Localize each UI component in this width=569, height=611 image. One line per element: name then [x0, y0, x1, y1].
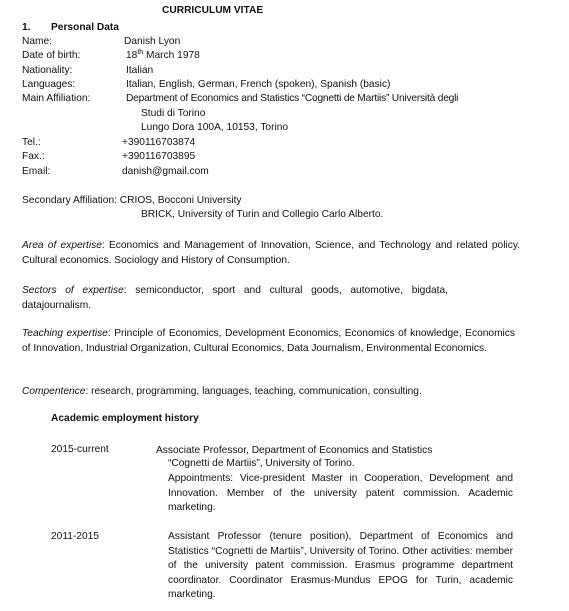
languages-value: Italian, English, German, French (spoken), Spanish (basic) — [126, 79, 391, 90]
teaching-expertise — [22, 327, 515, 356]
main-affiliation-line2: Studi di Torino — [141, 108, 206, 119]
fax-label: Fax.: — [22, 151, 45, 162]
sectors-of-expertise-text: : semiconductor, sport and cultural goods, automotive, bigdata, datajournalism. — [22, 285, 449, 311]
employment-period-2: 2011-2015 — [51, 531, 99, 542]
employment-line-1b: “Cognetti de Martiis”, University of Torino. — [168, 458, 355, 469]
nationality-label: Nationality: — [22, 65, 73, 76]
main-affiliation-line1: Department of Economics and Statistics “Cognetti de Martiis” Università degli — [126, 93, 459, 104]
dob-suffix: th — [137, 49, 144, 56]
personal-data-heading: Personal Data — [51, 22, 119, 33]
competence-label: Compentence — [22, 386, 86, 397]
teaching-expertise-label: Teaching expertise — [22, 328, 108, 339]
employment-rest-1: Appointments: Vice-president Master in Cooperation, Development and Innovation. Member of the university patent commission. Academic marketing. — [168, 473, 513, 513]
fax-value: +390116703895 — [122, 151, 196, 162]
nationality-value: Italian — [126, 65, 154, 76]
employment-text-2: Assistant Professor (tenure position), Department of Economics and Statistics “Cognetti de Martiis”, University of Torino. Other activities: member of the university patent commission. Erasmus programme department coordinator. Coordinator Erasmus-Mundus EPOG for Turin, academic marketing. — [168, 531, 513, 600]
name-value: Danish Lyon — [124, 36, 181, 47]
dob-day: 18 — [126, 50, 138, 61]
dob-value — [126, 50, 200, 62]
main-affiliation-line3: Lungo Dora 100A, 10153, Torino — [141, 122, 289, 133]
section-number: 1. — [22, 22, 31, 33]
email-label: Email: — [22, 166, 51, 177]
area-of-expertise-text: : Economics and Management of Innovation, Science, and Technology and related policy. Cultural economics. Sociology and History of Consumption. — [22, 240, 520, 266]
teaching-expertise-text: : Principle of Economics, Development Economics, Economics of knowledge, Economics of Innovation, Industrial Organization, Cultural Economics, Data Journalism, Environmental Economics. — [22, 328, 515, 354]
competence — [22, 386, 422, 398]
area-of-expertise-label: Area of expertise — [22, 240, 102, 251]
tel-label: Tel.: — [22, 137, 41, 148]
sectors-of-expertise — [22, 284, 448, 313]
main-affiliation-label: Main Affiliation: — [22, 93, 91, 104]
employment-heading: Academic employment history — [51, 413, 199, 424]
email-value[interactable]: danish@gmail.com — [122, 166, 209, 177]
tel-value: +390116703874 — [122, 137, 196, 148]
employment-period-1: 2015-current — [51, 444, 109, 455]
languages-label: Languages: — [22, 79, 76, 90]
dob-label: Date of birth: — [22, 50, 81, 61]
dob-rest: March 1978 — [146, 50, 200, 61]
sectors-of-expertise-label: Sectors of expertise — [22, 285, 124, 296]
area-of-expertise — [22, 239, 520, 268]
name-label: Name: — [22, 36, 53, 47]
document-title: CURRICULUM VITAE — [162, 5, 264, 16]
secondary-affiliation-line1: Secondary Affiliation: CRIOS, Bocconi University — [22, 195, 242, 206]
secondary-affiliation-line2: BRICK, University of Turin and Collegio Carlo Alberto. — [141, 209, 384, 220]
competence-text: : research, programming, languages, teaching, communication, consulting. — [85, 386, 422, 397]
employment-line-1a: Associate Professor, Department of Economics and Statistics — [156, 445, 433, 456]
